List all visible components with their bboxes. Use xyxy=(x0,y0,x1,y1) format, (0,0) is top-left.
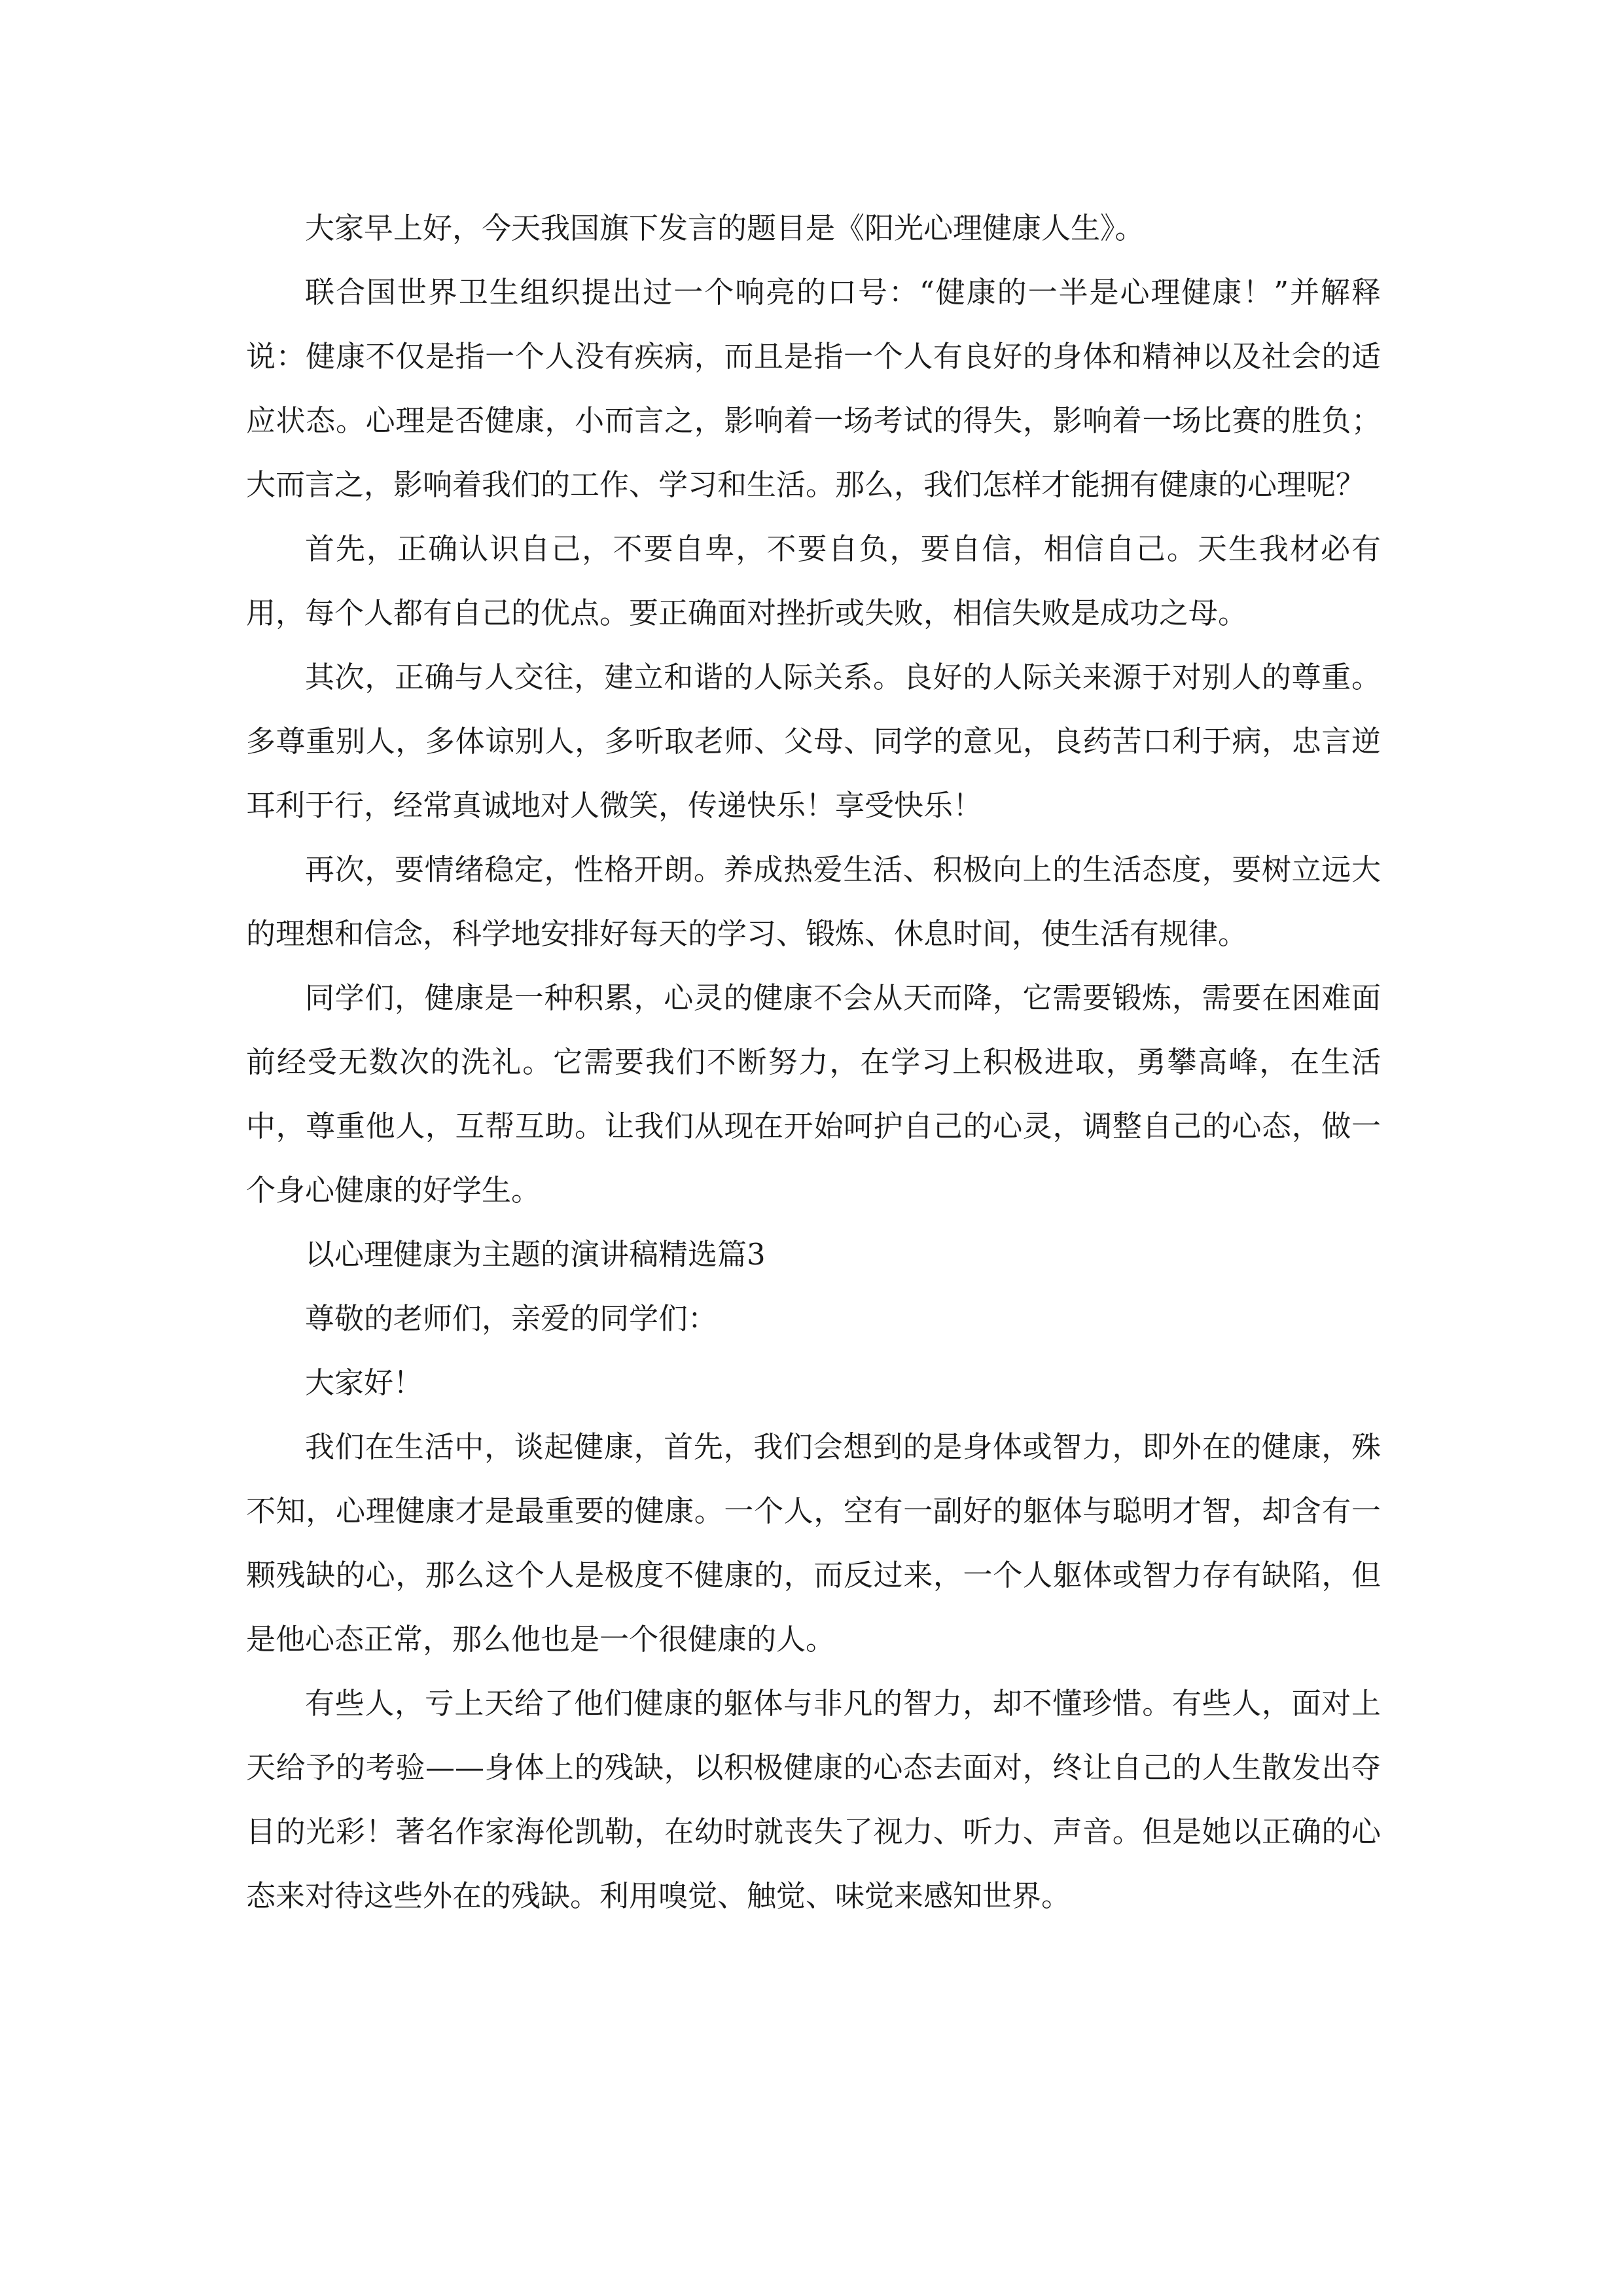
paragraph-health-intro: 我们在生活中，谈起健康，首先，我们会想到的是身体或智力，即外在的健康，殊不知，心理健康才是最重要的健康。一个人，空有一副好的躯体与聪明才智，却含有一颗残缺的心，那么这个人是极度不健康的，而反过来，一个人躯体或智力存有缺陷，但是他心态正常，那么他也是一个很健康的人。 xyxy=(246,1429,1381,1657)
document-body xyxy=(246,196,1381,1928)
section-heading: 以心理健康为主题的演讲稿精选篇3 xyxy=(305,1237,766,1272)
paragraph-third: 再次，要情绪稳定，性格开朗。养成热爱生活、积极向上的生活态度，要树立远大的理想和信念，科学地安排好每天的学习、锻炼、休息时间，使生活有规律。 xyxy=(246,852,1381,951)
paragraph-helen-keller: 有些人，亏上天给了他们健康的躯体与非凡的智力，却不懂珍惜。有些人，面对上天给予的考验——身体上的残缺，以积极健康的心态去面对，终让自己的人生散发出夺目的光彩！著名作家海伦凯勒，在幼时就丧失了视力、听力、声音。但是她以正确的心态来对待这些外在的残缺。利用嗅觉、触觉、味觉来感知世界。 xyxy=(246,1686,1381,1913)
paragraph-greeting: 大家早上好，今天我国旗下发言的题目是《阳光心理健康人生》。 xyxy=(305,211,1145,245)
paragraph-conclusion: 同学们，健康是一种积累，心灵的健康不会从天而降，它需要锻炼，需要在困难面前经受无数次的洗礼。它需要我们不断努力，在学习上积极进取，勇攀高峰，在生活中，尊重他人，互帮互助。让我们从现在开始呵护自己的心灵，调整自己的心态，做一个身心健康的好学生。 xyxy=(246,980,1381,1208)
paragraph-salutation: 尊敬的老师们，亲爱的同学们： xyxy=(305,1301,718,1336)
paragraph-first: 首先，正确认识自己，不要自卑，不要自负，要自信，相信自己。天生我材必有用，每个人都有自己的优点。要正确面对挫折或失败，相信失败是成功之母。 xyxy=(246,531,1381,630)
paragraph-second: 其次，正确与人交往，建立和谐的人际关系。良好的人际关来源于对别人的尊重。多尊重别人，多体谅别人，多听取老师、父母、同学的意见，良药苦口利于病，忠言逆耳利于行，经常真诚地对人微笑，传递快乐！享受快乐！ xyxy=(246,660,1381,823)
paragraph-hello: 大家好！ xyxy=(305,1365,423,1400)
paragraph-who-slogan: 联合国世界卫生组织提出过一个响亮的口号：“健康的一半是心理健康！”并解释说：健康不仅是指一个人没有疾病，而且是指一个人有良好的身体和精神以及社会的适应状态。心理是否健康，小而言之，影响着一场考试的得失，影响着一场比赛的胜负；大而言之，影响着我们的工作、学习和生活。那么，我们怎样才能拥有健康的心理呢？ xyxy=(246,275,1381,502)
